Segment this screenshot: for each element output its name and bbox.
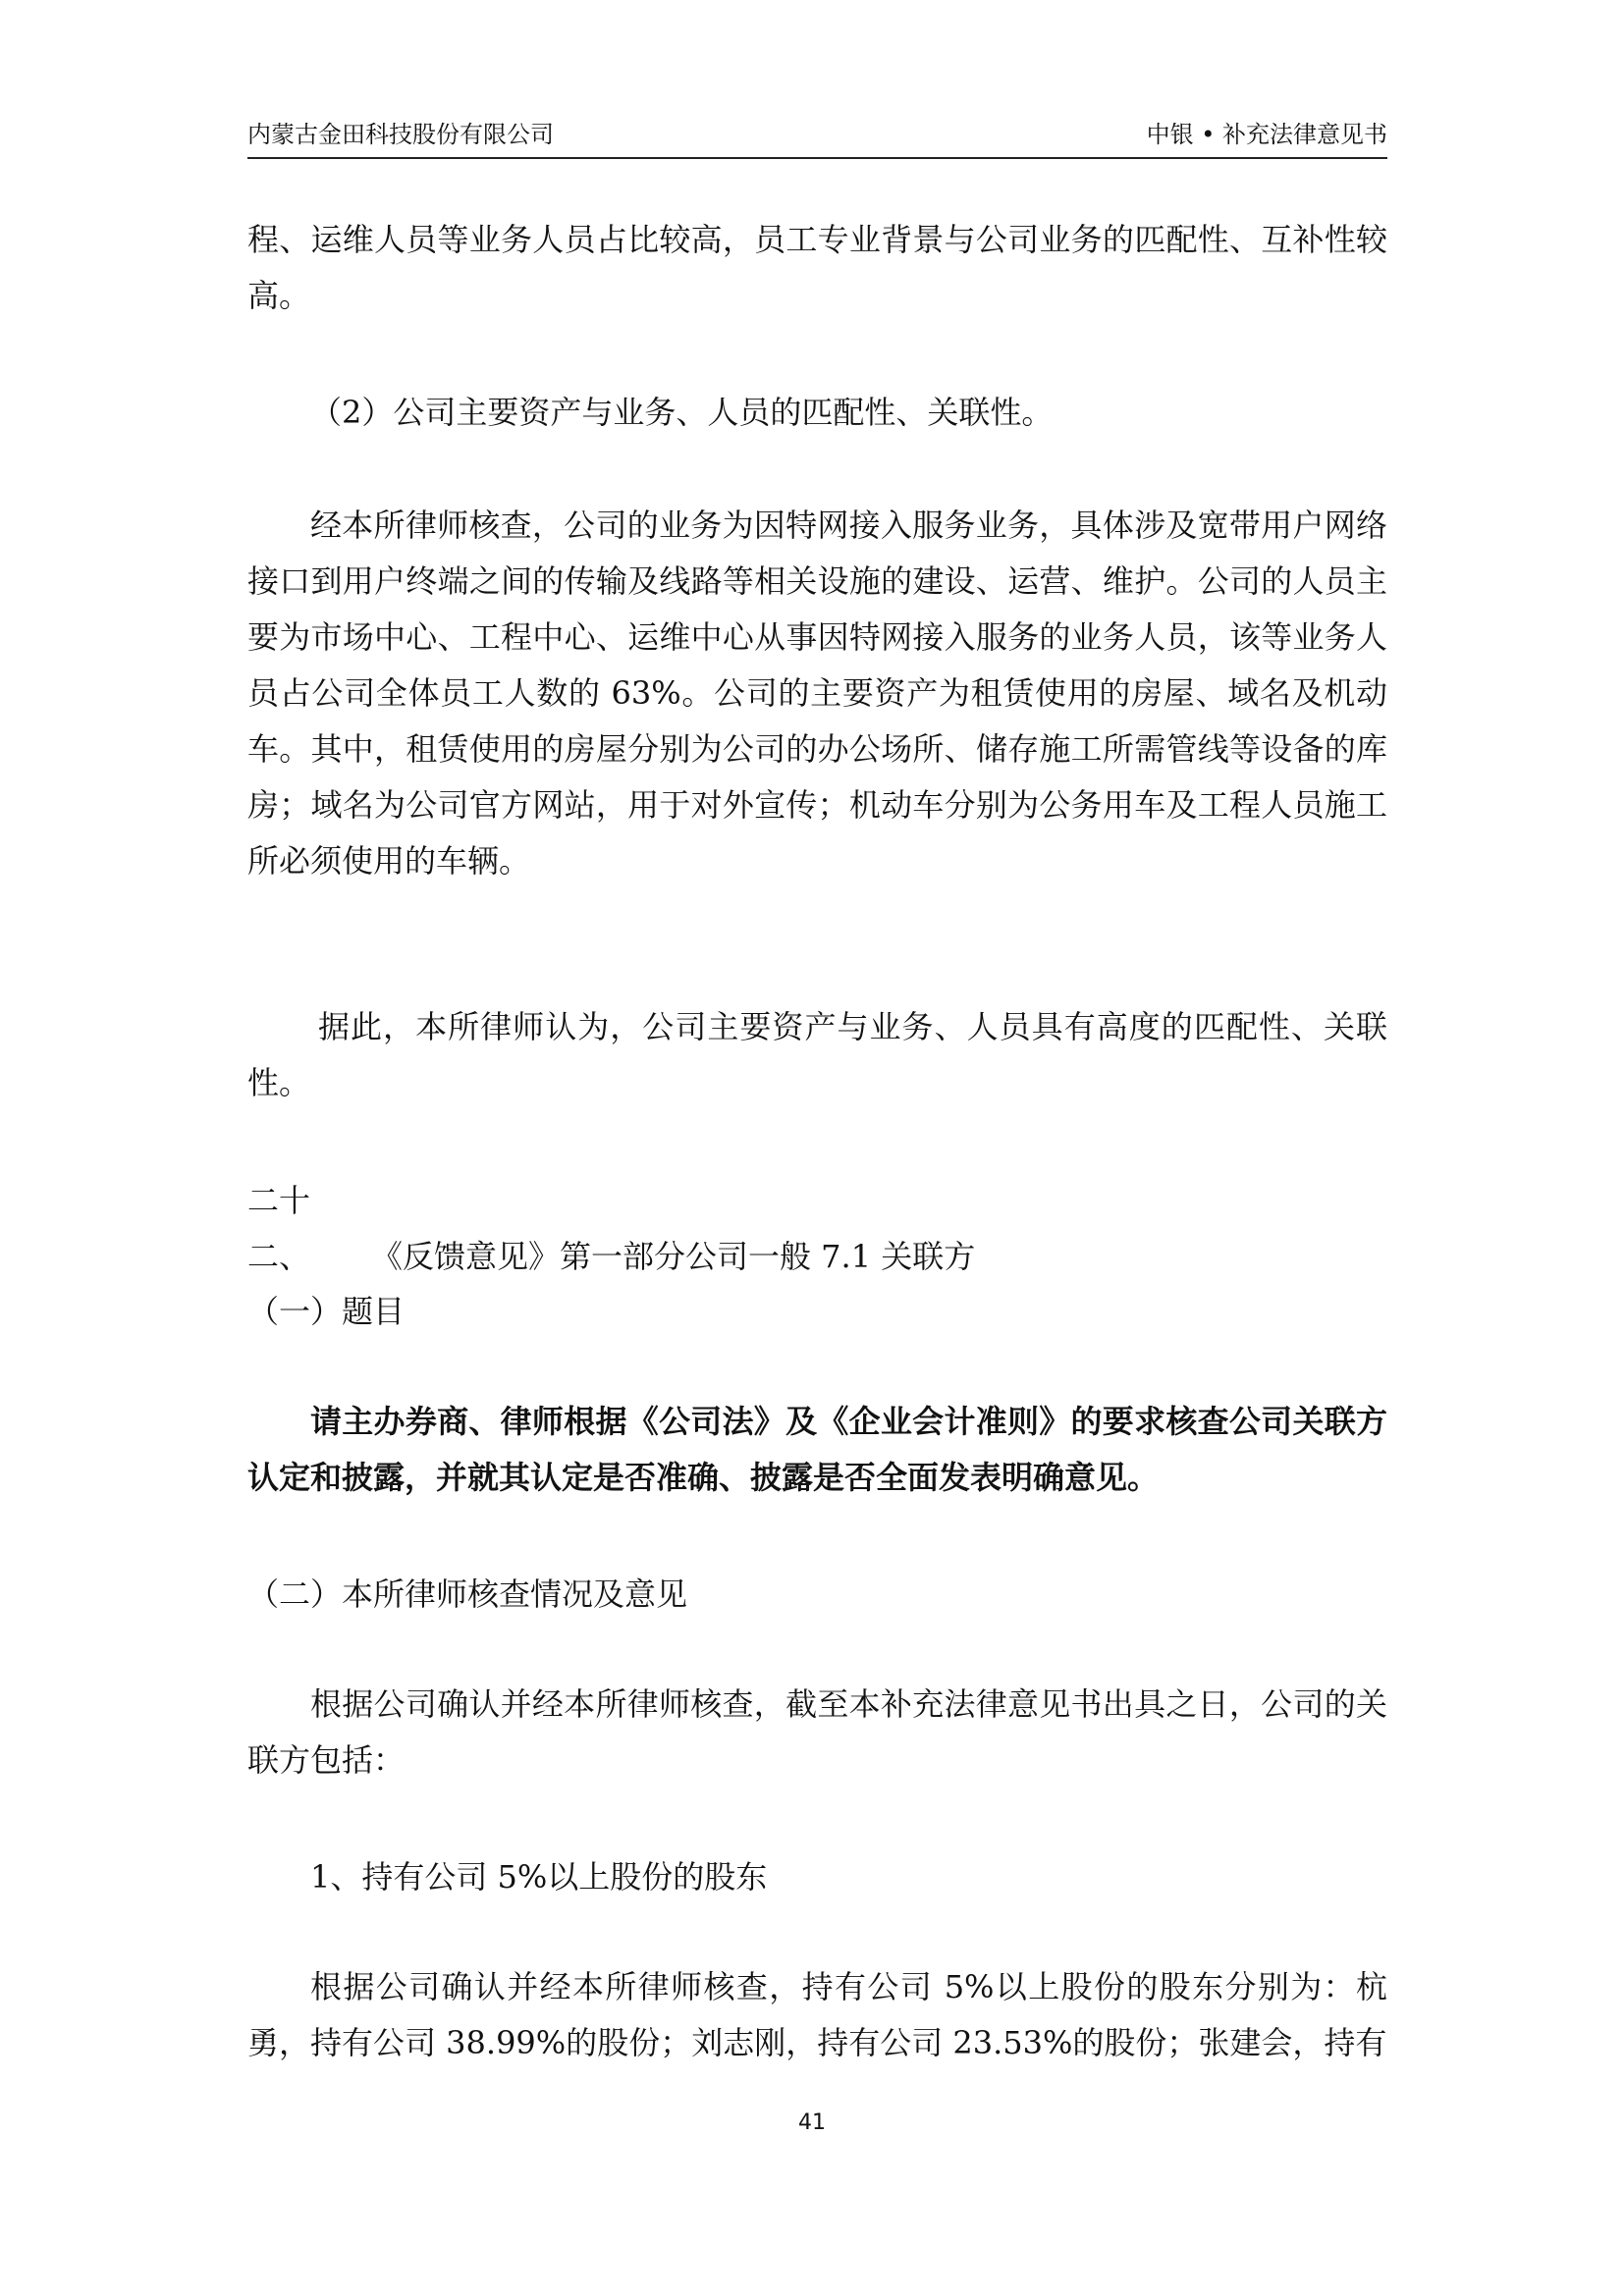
header-company-name: 内蒙古金田科技股份有限公司 — [247, 121, 554, 148]
section-number: 二十二、 — [247, 1182, 311, 1275]
paragraph-shareholders: 根据公司确认并经本所律师核查，持有公司 5%以上股份的股东分别为：杭勇，持有公司 38.99%的股份；刘志刚，持有公司 23.53%的股份；张建会，持有 — [247, 1968, 1387, 2061]
subheading-question: （一）题目 — [247, 1293, 406, 1330]
question-text: 请主办券商、律师根据《公司法》及《企业会计准则》的要求核查公司关联方认定和披露，并就其认定是否准确、披露是否全面发表明确意见。 — [247, 1403, 1387, 1496]
paragraph-verification: 经本所律师核查，公司的业务为因特网接入服务业务，具体涉及宽带用户网络接口到用户终端之间的传输及线路等相关设施的建设、运营、维护。公司的人员主要为市场中心、工程中心、运维中心从事因特网接入服务的业务人员，该等业务人员占公司全体员工人数的 63%。公司的主要资产为租赁使用的房屋、域名及机动车。其中，租赁使用的房屋分别为公司的办公场所、储存施工所需管线等设备的库房；域名为公司官方网站，用于对外宣传；机动车分别为公务用车及工程人员施工所必须使用的车辆。 — [247, 507, 1387, 880]
section-heading — [247, 1173, 975, 1285]
paragraph-related-parties: 根据公司确认并经本所律师核查，截至本补充法律意见书出具之日，公司的关联方包括： — [247, 1685, 1387, 1779]
page-number: 41 — [798, 2110, 826, 2135]
section-title: 《反馈意见》第一部分公司一般 7.1 关联方 — [371, 1238, 976, 1275]
list-item-shareholders: 1、持有公司 5%以上股份的股东 — [310, 1858, 768, 1896]
subheading-asset-match: （2）公司主要资产与业务、人员的匹配性、关联性。 — [310, 394, 1054, 431]
page-header — [247, 112, 1387, 159]
paragraph-staff-match: 程、运维人员等业务人员占比较高，员工专业背景与公司业务的匹配性、互补性较高。 — [247, 221, 1387, 314]
paragraph-conclusion: 据此，本所律师认为，公司主要资产与业务、人员具有高度的匹配性、关联性。 — [247, 1008, 1387, 1101]
header-document-title: 中银 • 补充法律意见书 — [1146, 121, 1387, 148]
subheading-findings: （二）本所律师核查情况及意见 — [247, 1575, 688, 1613]
